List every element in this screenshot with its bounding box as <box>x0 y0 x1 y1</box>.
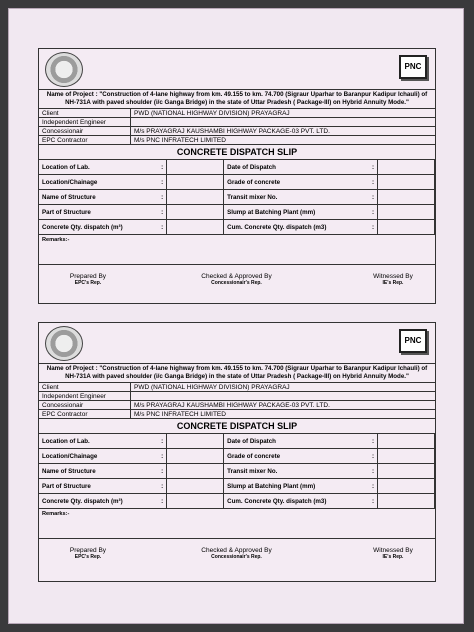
signature-row <box>39 265 435 297</box>
field-row: Location of Lab. : Date of Dispatch : <box>39 434 435 449</box>
field-row: Concrete Qty. dispatch (m³) : Cum. Concrete Qty. dispatch (m3) : <box>39 494 435 509</box>
field-row: Location/Chainage : Grade of concrete : <box>39 175 435 190</box>
prepared-by-block <box>53 273 123 286</box>
party-label: Independent Engineer <box>39 392 131 401</box>
sign-title: Witnessed By <box>373 547 413 554</box>
field-label: Part of Structure <box>39 205 158 220</box>
witnessed-by-block <box>363 273 423 286</box>
field-value[interactable] <box>378 479 435 494</box>
field-row: Concrete Qty. dispatch (m³) : Cum. Concrete Qty. dispatch (m3) : <box>39 220 435 235</box>
party-value: M/s PNC INFRATECH LIMITED <box>131 410 436 419</box>
logo-band <box>39 323 435 364</box>
checked-by-block <box>189 547 284 560</box>
field-value[interactable] <box>378 494 435 509</box>
field-value[interactable] <box>167 449 224 464</box>
checked-by-block <box>189 273 284 286</box>
field-row: Name of Structure : Transit mixer No. : <box>39 190 435 205</box>
field-value[interactable] <box>167 190 224 205</box>
field-value[interactable] <box>167 160 224 175</box>
party-label: Client <box>39 109 131 118</box>
party-row <box>39 383 435 392</box>
field-value[interactable] <box>167 464 224 479</box>
field-label: Location/Chainage <box>39 449 158 464</box>
field-value[interactable] <box>167 479 224 494</box>
field-label: Cum. Concrete Qty. dispatch (m3) <box>224 220 369 235</box>
party-row <box>39 118 435 127</box>
party-label: Concessionair <box>39 127 131 136</box>
field-value[interactable] <box>378 449 435 464</box>
dispatch-slip-top <box>38 48 436 304</box>
sign-role: EPC's Rep. <box>74 554 102 560</box>
field-label: Cum. Concrete Qty. dispatch (m3) <box>224 494 369 509</box>
party-value: M/s PRAYAGRAJ KAUSHAMBI HIGHWAY PACKAGE-03 PVT. LTD. <box>131 401 436 410</box>
sign-role: IE's Rep. <box>382 554 404 560</box>
field-row: Location of Lab. : Date of Dispatch : <box>39 160 435 175</box>
field-label: Grade of concrete <box>224 175 369 190</box>
remarks-field[interactable]: Remarks:- <box>39 235 435 265</box>
field-value[interactable] <box>378 434 435 449</box>
party-value <box>131 118 436 127</box>
field-label: Location of Lab. <box>39 160 158 175</box>
field-row: Part of Structure : Slump at Batching Plant (mm) : <box>39 205 435 220</box>
sign-role: Concessionair's Rep. <box>211 280 262 286</box>
sign-title: Checked & Approved By <box>201 547 272 554</box>
party-row <box>39 410 435 419</box>
party-value: PWD (NATIONAL HIGHWAY DIVISION) PRAYAGRAJ <box>131 383 436 392</box>
field-value[interactable] <box>167 205 224 220</box>
field-value[interactable] <box>378 175 435 190</box>
field-value[interactable] <box>167 220 224 235</box>
sign-title: Checked & Approved By <box>201 273 272 280</box>
parties-table <box>39 109 435 145</box>
party-label: EPC Contractor <box>39 136 131 145</box>
party-value: M/s PNC INFRATECH LIMITED <box>131 136 436 145</box>
party-label: Independent Engineer <box>39 118 131 127</box>
party-row <box>39 392 435 401</box>
field-label: Location of Lab. <box>39 434 158 449</box>
party-row <box>39 109 435 118</box>
pnc-logo-icon: PNC <box>399 329 427 353</box>
dispatch-fields-table <box>39 160 435 235</box>
sign-role: EPC's Rep. <box>74 280 102 286</box>
party-label: EPC Contractor <box>39 410 131 419</box>
party-label: Concessionair <box>39 401 131 410</box>
field-label: Name of Structure <box>39 190 158 205</box>
field-label: Part of Structure <box>39 479 158 494</box>
remarks-field[interactable]: Remarks:- <box>39 509 435 539</box>
field-label: Slump at Batching Plant (mm) <box>224 479 369 494</box>
party-label: Client <box>39 383 131 392</box>
dispatch-slip-bottom <box>38 322 436 582</box>
signature-row <box>39 539 435 571</box>
field-row: Part of Structure : Slump at Batching Plant (mm) : <box>39 479 435 494</box>
field-value[interactable] <box>167 175 224 190</box>
field-value[interactable] <box>378 190 435 205</box>
sign-role: IE's Rep. <box>382 280 404 286</box>
government-emblem-icon <box>45 52 83 87</box>
pnc-logo-icon: PNC <box>399 55 427 79</box>
field-label: Transit mixer No. <box>224 464 369 479</box>
field-label: Slump at Batching Plant (mm) <box>224 205 369 220</box>
slip-title: CONCRETE DISPATCH SLIP <box>39 145 435 160</box>
dispatch-fields-table <box>39 434 435 509</box>
logo-band <box>39 49 435 90</box>
field-value[interactable] <box>378 160 435 175</box>
field-value[interactable] <box>167 494 224 509</box>
parties-table <box>39 383 435 419</box>
field-label: Date of Dispatch <box>224 434 369 449</box>
party-row <box>39 401 435 410</box>
field-label: Concrete Qty. dispatch (m³) <box>39 220 158 235</box>
party-row <box>39 127 435 136</box>
field-row: Name of Structure : Transit mixer No. : <box>39 464 435 479</box>
field-label: Location/Chainage <box>39 175 158 190</box>
sign-title: Prepared By <box>69 547 107 554</box>
project-name: Name of Project : "Construction of 4-lane highway from km. 49.155 to km. 74.700 (Sigraur Uparhar to Baranpur Kadipur Ichauli) of NH-731A with paved shoulder (i/c Ganga Bridge) in the state of Uttar Pradesh ( Package-III) on Hybrid Annuity Mode." <box>39 90 435 109</box>
field-label: Date of Dispatch <box>224 160 369 175</box>
paper-sheet <box>8 8 464 624</box>
slip-title: CONCRETE DISPATCH SLIP <box>39 419 435 434</box>
field-label: Transit mixer No. <box>224 190 369 205</box>
field-label: Name of Structure <box>39 464 158 479</box>
party-value: PWD (NATIONAL HIGHWAY DIVISION) PRAYAGRAJ <box>131 109 436 118</box>
field-value[interactable] <box>167 434 224 449</box>
field-row: Location/Chainage : Grade of concrete : <box>39 449 435 464</box>
field-value[interactable] <box>378 205 435 220</box>
witnessed-by-block <box>363 547 423 560</box>
government-emblem-icon <box>45 326 83 361</box>
sign-role: Concessionair's Rep. <box>211 554 262 560</box>
party-value <box>131 392 436 401</box>
field-label: Grade of concrete <box>224 449 369 464</box>
party-value: M/s PRAYAGRAJ KAUSHAMBI HIGHWAY PACKAGE-03 PVT. LTD. <box>131 127 436 136</box>
field-value[interactable] <box>378 464 435 479</box>
sign-title: Prepared By <box>69 273 107 280</box>
sign-title: Witnessed By <box>373 273 413 280</box>
field-label: Concrete Qty. dispatch (m³) <box>39 494 158 509</box>
field-value[interactable] <box>378 220 435 235</box>
prepared-by-block <box>53 547 123 560</box>
project-name: Name of Project : "Construction of 4-lane highway from km. 49.155 to km. 74.700 (Sigraur Uparhar to Baranpur Kadipur Ichauli) of NH-731A with paved shoulder (i/c Ganga Bridge) in the state of Uttar Pradesh ( Package-III) on Hybrid Annuity Mode." <box>39 364 435 383</box>
party-row <box>39 136 435 145</box>
